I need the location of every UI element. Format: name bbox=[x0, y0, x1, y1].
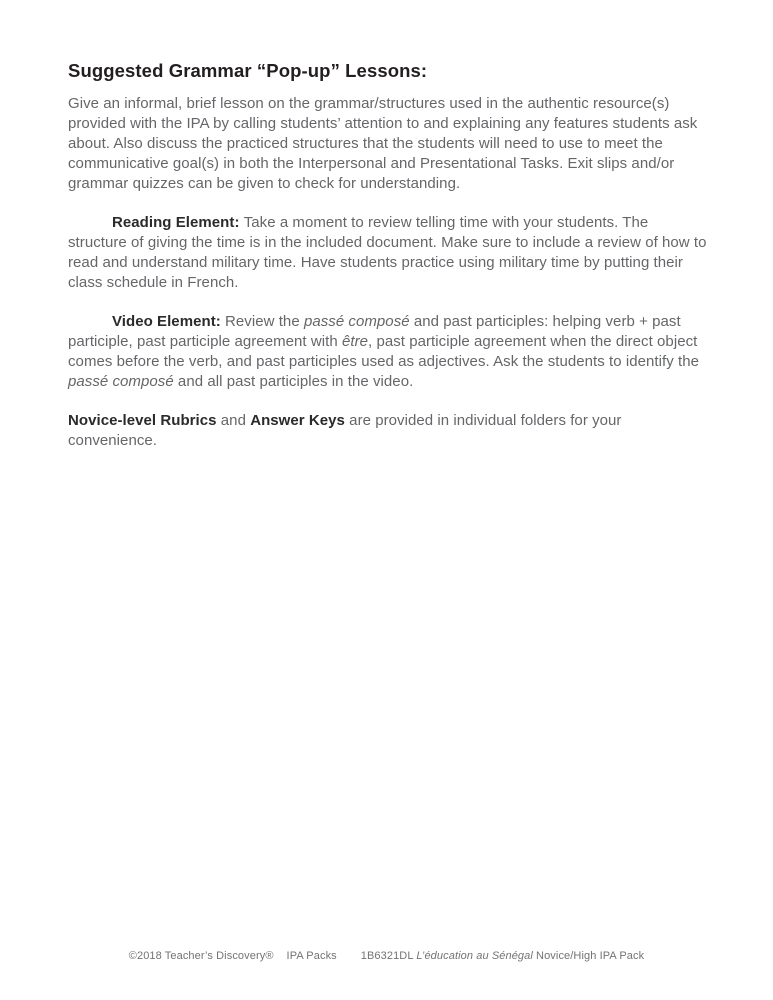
text-run-normal: , past participle agreement when the direct object comes before the verb, and past participles used as adjectives. Ask the students to identify the bbox=[68, 333, 699, 370]
text-run-normal: Give an informal, brief lesson on the grammar/structures used in the authentic resource(s) provided with the IPA by calling students’ attention to and explaining any features students ask about. Also discuss the practiced structures that the students will need to use to meet the communicative goal(s) in both the Interpersonal and Presentational Tasks. Exit slips and/or grammar quizzes can be given to check for understanding. bbox=[68, 95, 698, 192]
text-run-normal: are provided in individual folders for your convenience. bbox=[68, 412, 622, 449]
text-run-bold: Novice-level Rubrics bbox=[68, 412, 217, 429]
text-run-normal: and past participles: helping verb + past participle, past participle agreement with bbox=[68, 313, 681, 350]
text-run-normal: and all past participles in the video. bbox=[173, 373, 414, 390]
reading-element-paragraph bbox=[68, 213, 710, 293]
text-run-normal: Take a moment to review telling time with your students. The structure of giving the time is in the included document. Make sure to include a review of how to read and understand military time. Have students practice using military time by putting their class schedule in French. bbox=[68, 214, 707, 291]
footer-copyright: ©2018 Teacher’s Discovery® bbox=[128, 950, 274, 962]
rubrics-note-paragraph bbox=[68, 411, 710, 451]
video-element-paragraph bbox=[68, 312, 710, 392]
text-run-italic: L’éducation au Sénégal bbox=[416, 950, 533, 962]
page-title: Suggested Grammar “Pop-up” Lessons: bbox=[68, 60, 428, 81]
text-run-italic: être bbox=[341, 333, 369, 350]
text-run-bold: Video Element: bbox=[112, 313, 226, 330]
text-run-normal: 1B6321DL bbox=[360, 950, 417, 962]
text-run-italic: passé composé bbox=[68, 373, 174, 390]
document-page bbox=[68, 60, 710, 470]
text-run-bold: Reading Element: bbox=[112, 214, 244, 231]
text-run-normal: Review the bbox=[225, 313, 304, 330]
page-footer bbox=[0, 949, 773, 963]
text-run-normal: Novice/High IPA Pack bbox=[532, 950, 645, 962]
text-run-italic: passé composé bbox=[303, 313, 410, 330]
footer-product-name: IPA Packs bbox=[286, 950, 337, 962]
text-run-bold: Answer Keys bbox=[250, 412, 345, 429]
footer-pack-title bbox=[361, 949, 644, 963]
text-run-normal: and bbox=[216, 412, 251, 429]
intro-paragraph bbox=[68, 94, 710, 194]
